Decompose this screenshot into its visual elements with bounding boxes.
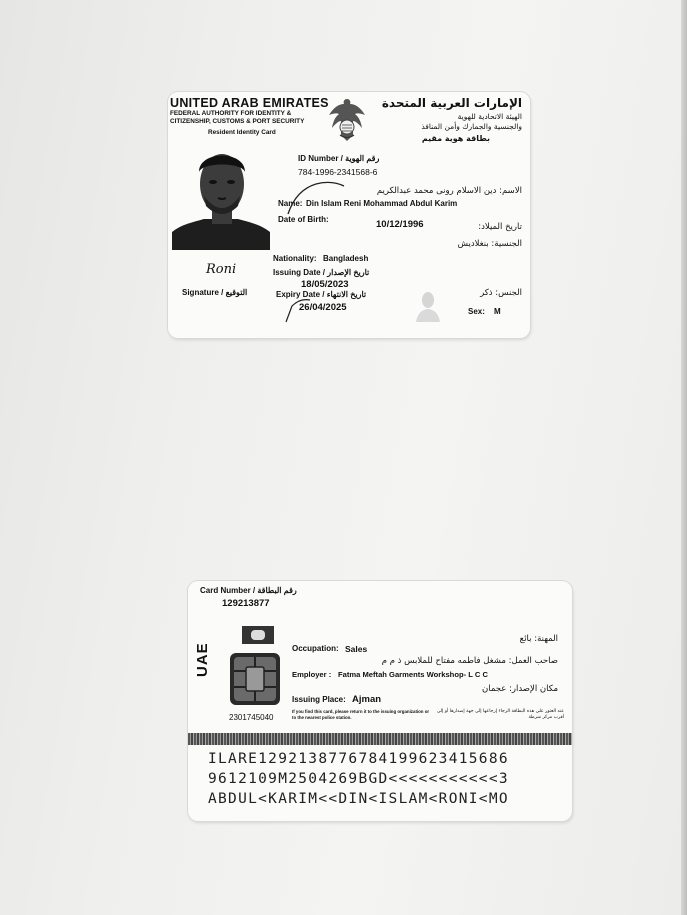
header-authority-en-2: CITIZENSHIP, CUSTOMS & PORT SECURITY (170, 118, 305, 125)
nationality-label: Nationality: (273, 254, 317, 263)
security-strip (188, 733, 572, 745)
sex-value: M (494, 307, 501, 316)
mrz-line-3: ABDUL<KARIM<<DIN<ISLAM<RONI<MO (208, 791, 509, 807)
issuing-place-label: Issuing Place: (292, 695, 346, 704)
occupation-label: Occupation: (292, 644, 339, 653)
uae-vertical-text: UAE (194, 642, 211, 677)
sex-label: Sex: (468, 307, 485, 316)
header-country-en: UNITED ARAB EMIRATES (170, 96, 329, 110)
employer-value: Fatma Meftah Garments Workshop- L C C (338, 670, 488, 679)
issuing-date-value: 18/05/2023 (301, 279, 349, 290)
card-number-value: 129213877 (222, 598, 270, 609)
card-number-label: Card Number / رقم البطاقة (200, 586, 297, 595)
nationality-value: Bangladesh (323, 254, 369, 263)
chip-number: 2301745040 (229, 713, 274, 722)
holder-photo (172, 144, 270, 250)
card-type-ar: بطاقة هوية مقيم (421, 134, 490, 143)
signature-label: Signature / التوقيع (182, 288, 248, 297)
pen-mark-2 (282, 296, 312, 324)
dob-label: Date of Birth: (278, 215, 329, 224)
employer-label: Employer : (292, 670, 332, 679)
issuing-place-ar: مكان الإصدار: عجمان (481, 684, 558, 694)
sex-ar: الجنس: ذكر (480, 288, 522, 298)
card-type-en: Resident Identity Card (208, 129, 276, 136)
signature-scrawl: Roni (206, 262, 237, 277)
pen-mark (286, 180, 346, 216)
header-country-ar: الإمارات العربية المتحدة (381, 96, 522, 110)
issuing-date-label: Issuing Date / تاريخ الإصدار (273, 268, 370, 277)
mrz-line-2: 9612109M2504269BGD<<<<<<<<<<<3 (208, 771, 509, 787)
issuing-place-value: Ajman (352, 694, 382, 705)
id-number-label: ID Number / رقم الهوية (298, 154, 380, 163)
expiry-date-value: 26/04/2025 (299, 302, 347, 313)
header-authority-ar: الهيئة الاتحادية للهوية (457, 112, 522, 121)
id-card-back (188, 581, 572, 821)
smart-chip-icon (230, 653, 280, 705)
mrz-line-1: ILARE1292138776784199623415686 (208, 751, 509, 767)
lost-card-notice-en: If you find this card, please return it to the issuing organization or to the nearest police station. (292, 709, 430, 720)
nationality-ar: الجنسية: بنغلاديش (457, 239, 522, 249)
expiry-date-label: Expiry Date / تاريخ الانتهاء (276, 290, 367, 299)
dob-value: 10/12/1996 (376, 219, 424, 230)
dob-ar: تاريخ الميلاد: (478, 222, 522, 232)
id-number-value: 784-1996-2341568-6 (298, 167, 378, 177)
contactless-chip-icon (242, 626, 274, 644)
paper-edge (681, 0, 687, 915)
name-value: Din Islam Reni Mohammad Abdul Karim (306, 199, 458, 208)
id-card-front (168, 92, 530, 338)
header-authority-ar-2: والجنسية والجمارك وأمن المنافذ (421, 122, 522, 131)
occupation-ar: المهنة: بائع (519, 634, 558, 644)
falcon-emblem-icon (325, 95, 369, 143)
lost-card-notice-ar: عند العثور على هذه البطاقة الرجاء إرجاعها إلى جهة إصدارها أو إلى أقرب مركز شرطة (436, 709, 564, 720)
name-ar: الاسم: دين الاسلام رونى محمد عبدالكريم (376, 186, 522, 196)
occupation-value: Sales (345, 644, 368, 654)
name-label: Name: (278, 199, 303, 208)
employer-ar: صاحب العمل: مشغل فاطمه مفتاح للملابس ذ م م (381, 656, 558, 666)
ghost-portrait (414, 288, 442, 322)
header-authority-en: FEDERAL AUTHORITY FOR IDENTITY & (170, 110, 292, 117)
